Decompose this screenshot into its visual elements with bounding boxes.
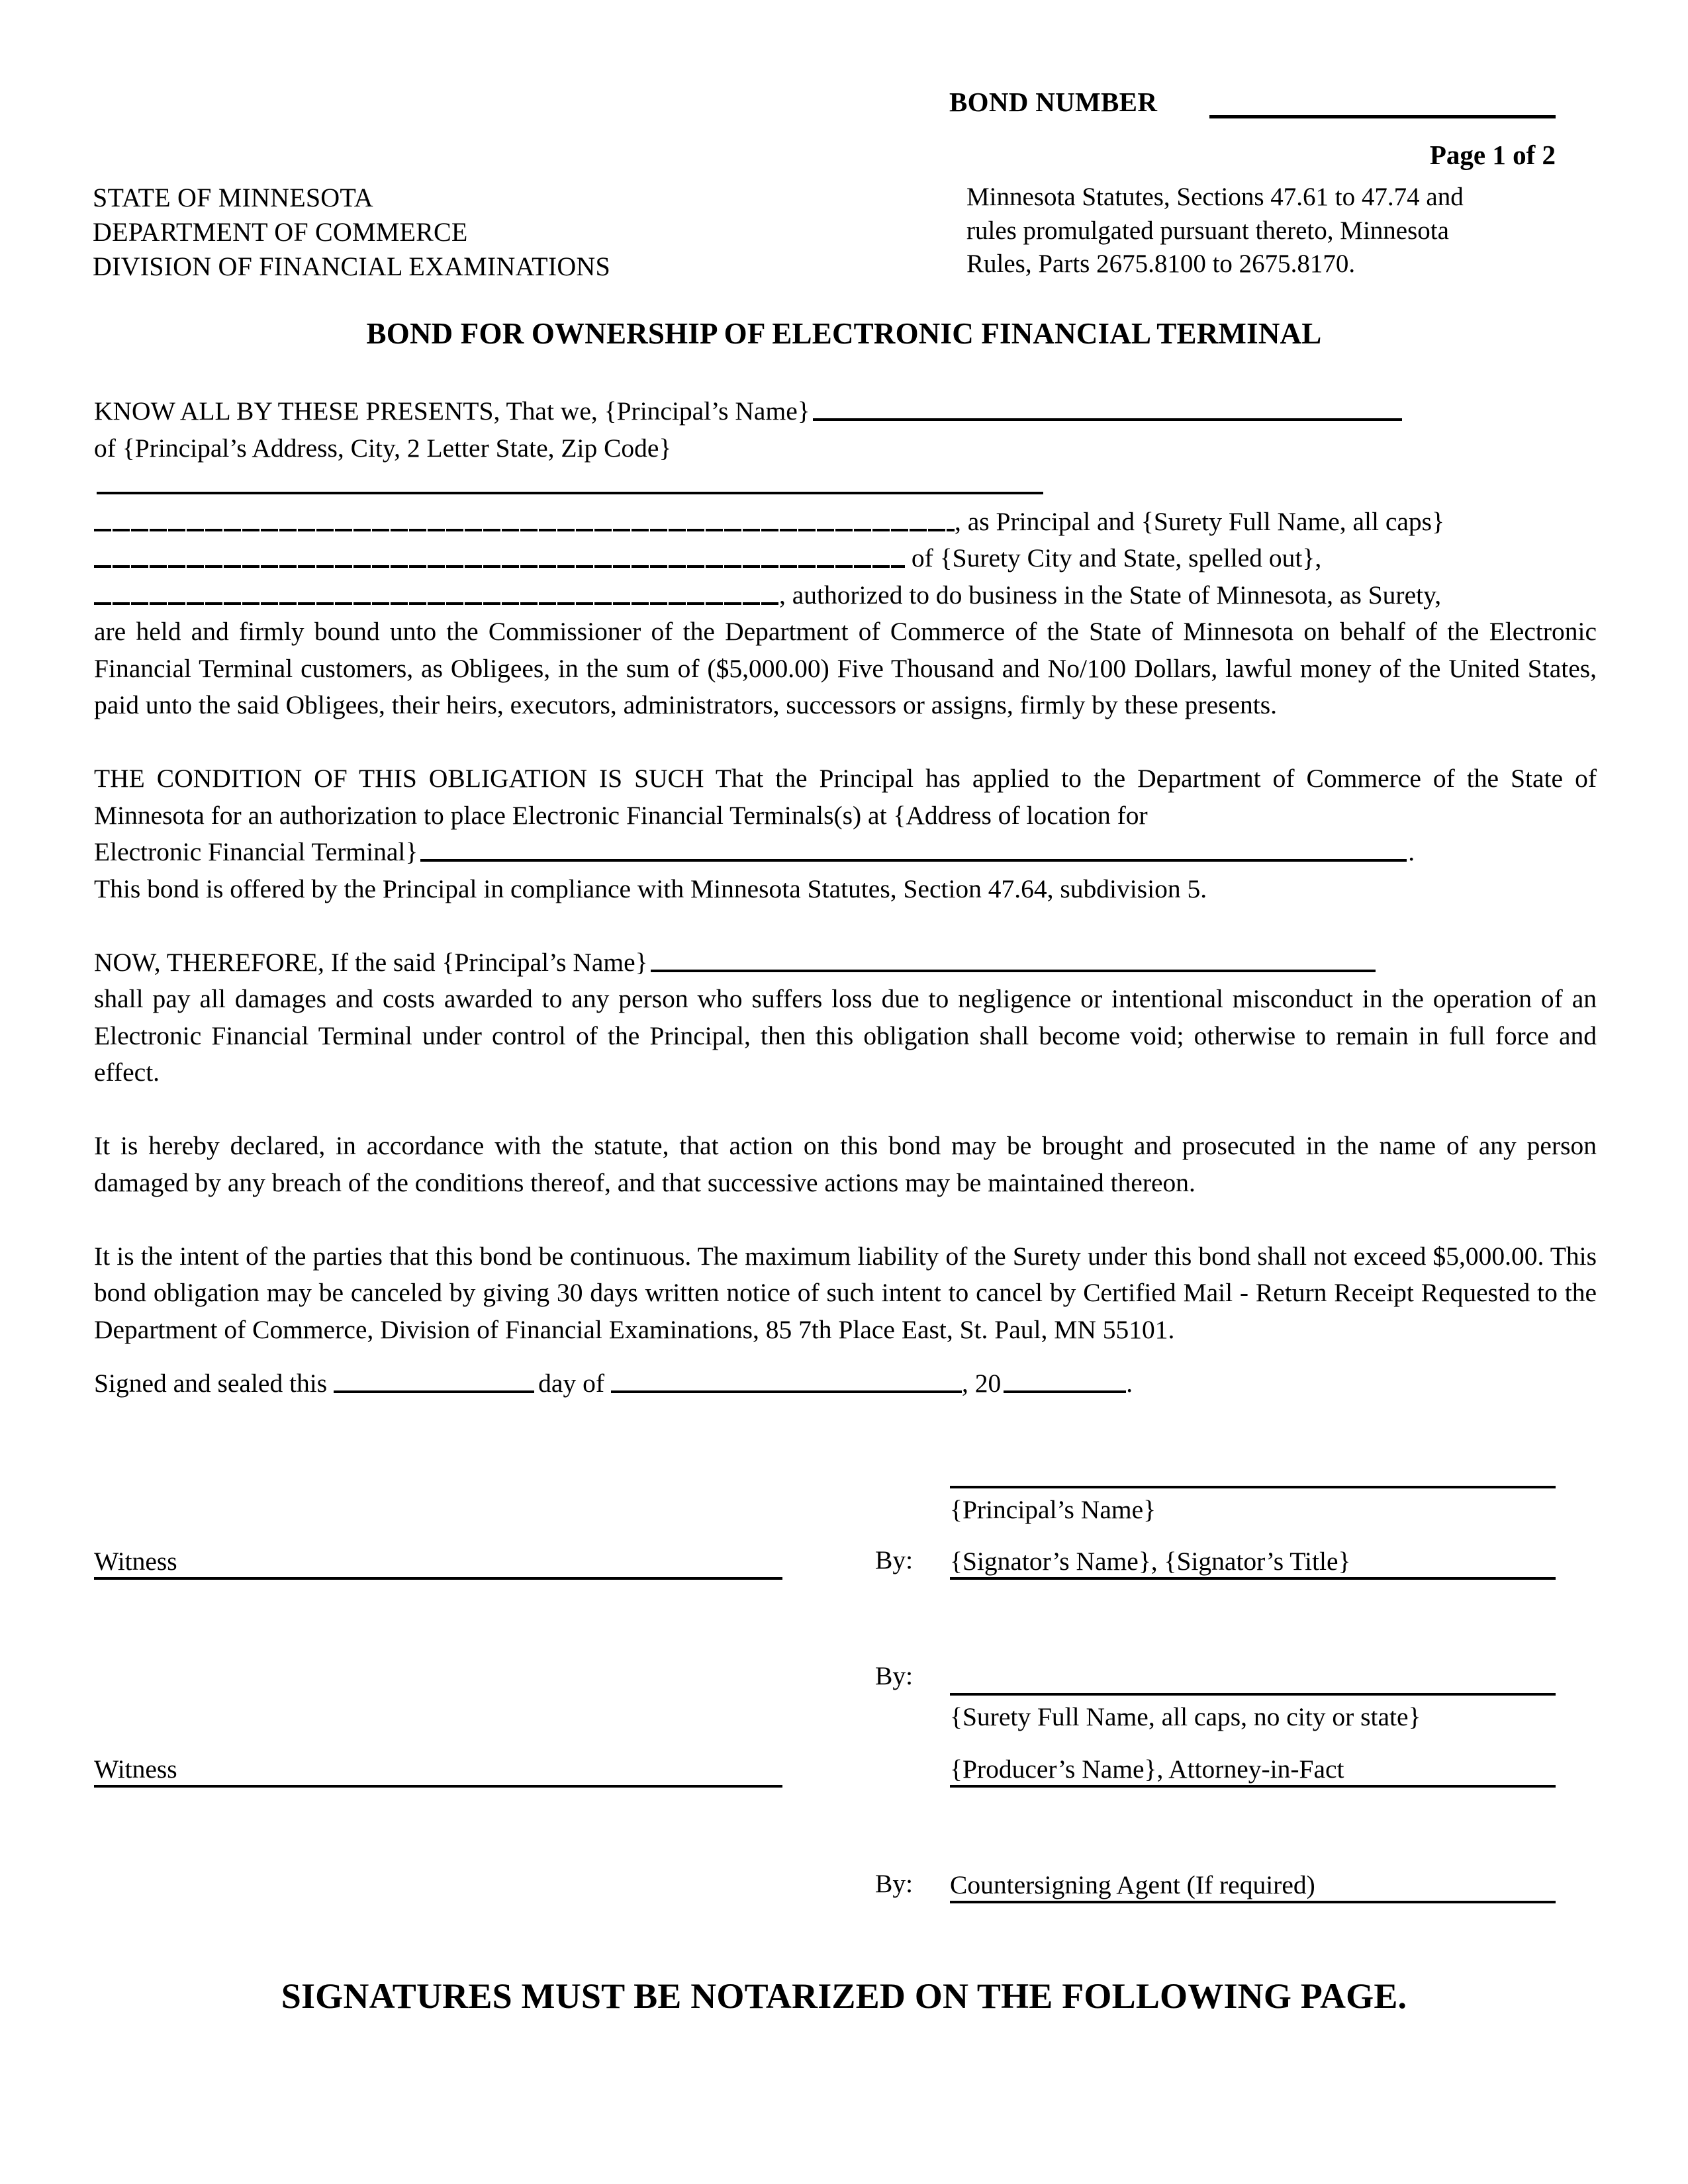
statute-line-2: rules promulgated pursuant thereto, Minnesota: [966, 216, 1449, 245]
agency-department-line: DEPARTMENT OF COMMERCE: [93, 217, 468, 247]
now-therefore-paragraph: shall pay all damages and costs awarded to any person who suffers loss due to negligence or intentional misconduct in the operation of an Electronic Financial Terminal under control of the Principal, then this obligation shall become void; otherwise to remain in full force and effect.: [94, 984, 1597, 1087]
statute-line-1: Minnesota Statutes, Sections 47.61 to 47.74 and: [966, 183, 1464, 211]
countersigning-caption: Countersigning Agent (If required): [950, 1870, 1315, 1899]
condition-period: .: [1408, 837, 1415, 866]
witness-signature-line-2[interactable]: [94, 1785, 782, 1788]
now-therefore-text: NOW, THEREFORE, If the said {Principal’s Name}: [94, 947, 648, 977]
day-of-label: day of: [538, 1369, 604, 1398]
condition-paragraph-lead: THE CONDITION OF THIS OBLIGATION IS SUCH That the Principal has applied to the Department of Commerce of the State of Minnesota for an authorization to place Electronic Financial Terminals(s) at {Address of location for: [94, 764, 1597, 830]
know-all-text: KNOW ALL BY THESE PRESENTS, That we, {Principal’s Name}: [94, 396, 810, 426]
surety-signature-line[interactable]: [950, 1693, 1556, 1696]
compliance-line: This bond is offered by the Principal in compliance with Minnesota Statutes, Section 47.64, subdivision 5.: [94, 874, 1207, 903]
bound-paragraph: are held and firmly bound unto the Commissioner of the Department of Commerce of the State of Minnesota on behalf of the Electronic Financial Terminal customers, as Obligees, in the sum of ($5,000.00) Five Thousand and No/100 Dollars, lawful money of the United States, paid unto the said Obligees, their heirs, executors, administrators, successors or assigns, firmly by these presents.: [94, 617, 1597, 719]
producer-caption: {Producer’s Name}, Attorney-in-Fact: [950, 1754, 1344, 1784]
countersigning-signature-line[interactable]: [950, 1901, 1556, 1903]
condition-fill-label: Electronic Financial Terminal}: [94, 837, 418, 866]
principal-signature-line[interactable]: [950, 1486, 1556, 1488]
by-label-countersigning: By:: [875, 1869, 914, 1898]
as-principal-text: , as Principal and {Surety Full Name, all caps}: [955, 506, 1444, 536]
witness-caption-1: Witness: [94, 1547, 177, 1576]
intent-paragraph: It is the intent of the parties that this bond be continuous. The maximum liability of the Surety under this bond shall not exceed $5,000.00. This bond obligation may be canceled by giving 30 days written notice of such intent to cancel by Certified Mail - Return Receipt Requested to the Department of Commerce, Division of Financial Examinations, 85 7th Place East, St. Paul, MN 55101.: [94, 1241, 1597, 1344]
comma-twenty-label: , 20: [961, 1369, 1002, 1398]
witness-signature-line-1[interactable]: [94, 1577, 782, 1580]
signator-signature-line[interactable]: [950, 1577, 1556, 1580]
principal-name-caption: {Principal’s Name}: [950, 1495, 1156, 1524]
statute-line-3: Rules, Parts 2675.8100 to 2675.8170.: [966, 250, 1356, 279]
declared-paragraph: It is hereby declared, in accordance with the statute, that action on this bond may be brought and prosecuted in the name of any person damaged by any breach of the conditions thereof, and that successive actions may be maintained thereon.: [94, 1131, 1597, 1197]
of-surety-city-text: of {Surety City and State, spelled out},: [911, 543, 1322, 572]
sentence-period: .: [1126, 1369, 1133, 1398]
by-label-principal: By:: [875, 1545, 914, 1574]
principal-address-text: of {Principal’s Address, City, 2 Letter State, Zip Code}: [94, 433, 672, 463]
bond-number-label: BOND NUMBER: [949, 87, 1158, 117]
page-indicator: Page 1 of 2: [1429, 140, 1556, 170]
authorized-text: , authorized to do business in the State of Minnesota, as Surety,: [779, 580, 1442, 610]
surety-name-caption: {Surety Full Name, all caps, no city or state}: [950, 1702, 1421, 1731]
by-label-surety: By:: [875, 1661, 914, 1690]
producer-signature-line[interactable]: [950, 1785, 1556, 1788]
signed-and-sealed-prefix: Signed and sealed this: [94, 1369, 328, 1398]
page-title: BOND FOR OWNERSHIP OF ELECTRONIC FINANCIAL TERMINAL: [366, 317, 1322, 350]
agency-state-line: STATE OF MINNESOTA: [93, 183, 373, 212]
notarization-note: SIGNATURES MUST BE NOTARIZED ON THE FOLLOWING PAGE.: [281, 1976, 1407, 2016]
agency-division-line: DIVISION OF FINANCIAL EXAMINATIONS: [93, 251, 610, 281]
witness-caption-2: Witness: [94, 1754, 177, 1784]
signator-caption: {Signator’s Name}, {Signator’s Title}: [950, 1547, 1351, 1576]
